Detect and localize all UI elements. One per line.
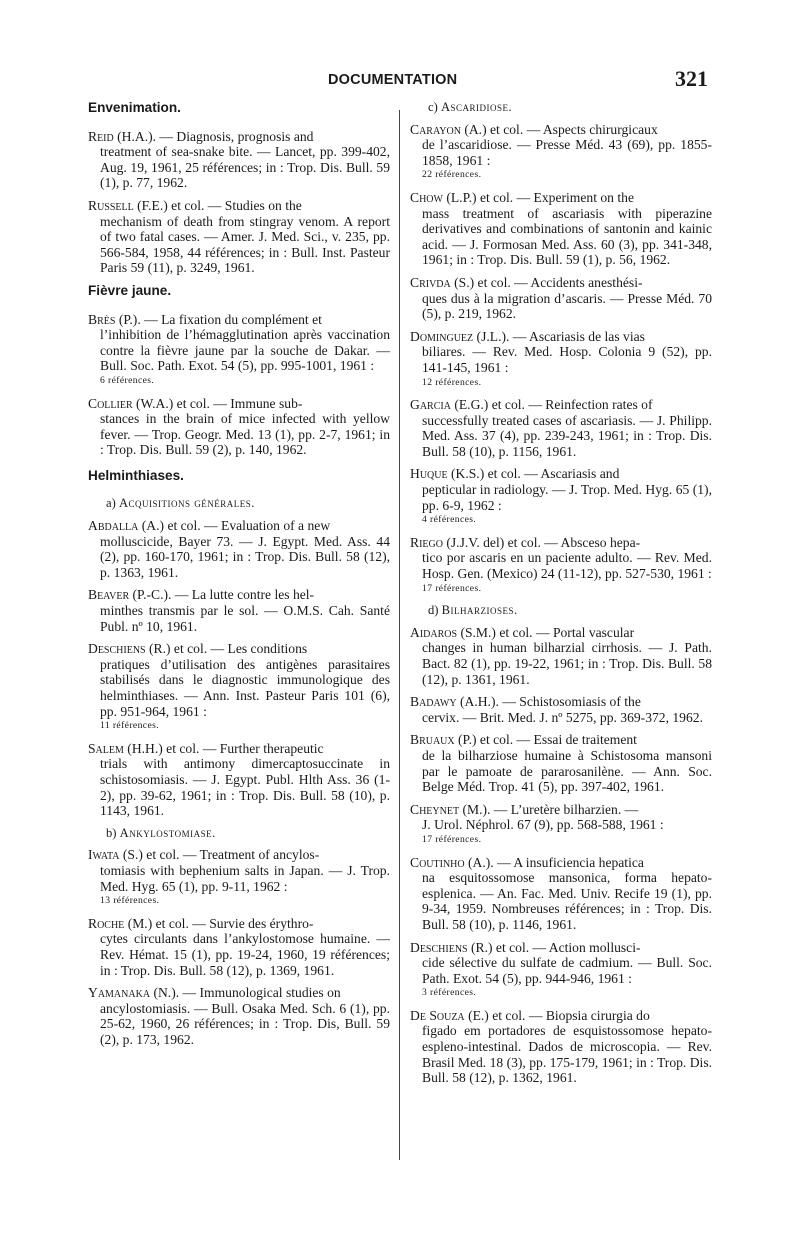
entry-reference-count: 13 références. — [100, 895, 160, 907]
entry-first-line: (A.H.). — Schistosomiasis of the — [456, 694, 641, 710]
entry-author: Deschiens — [410, 939, 468, 955]
entry-body: tomiasis with bephenium salts in Japan. — J. Trop. Med. Hyg. 65 (1), pp. 9-11, 1962 : — [100, 862, 390, 894]
subsection-label: Ascaridiose. — [440, 100, 513, 114]
entry-body: stances in the brain of mice infected with yellow fever. — Trop. Geogr. Med. 13 (1), pp. 2-7, 1961; in : Trop. Dis. Bull. 59 (2), p. 140, 1962. — [100, 411, 390, 458]
entry-body: l’inhibition de l’hémagglutination après vaccination contre la fièvre jaune par la souche de Dakar. — Bull. Soc. Path. Exot. 54 (5), pp. 995-1001, 1961 : — [100, 327, 390, 374]
entry-reference-count: 4 références. — [422, 514, 477, 526]
entries-acquisitions — [88, 518, 390, 819]
entry-body: minthes transmis par le sol. — O.M.S. Cah. Santé Publ. nº 10, 1961. — [100, 603, 390, 634]
bibliography-entry — [410, 535, 712, 596]
bibliography-entry — [410, 190, 712, 268]
entry-author: Bruaux — [410, 732, 455, 748]
bibliography-entry — [88, 741, 390, 819]
entry-body: biliares. — Rev. Med. Hosp. Colonia 9 (52), pp. 141-145, 1961 : — [422, 344, 712, 375]
entry-first-line: (P.) et col. — Essai de traitement — [454, 732, 637, 748]
column-divider — [399, 110, 400, 1160]
section-heading-envenimation: Envenimation. — [88, 100, 181, 115]
entry-first-line: (M.) et col. — Survie des érythro- — [124, 915, 314, 931]
entry-first-line: (S.) et col. — Treatment of ancylos- — [119, 847, 320, 863]
entry-body: figado em portadores de esquistossomose hepato-espleno-intestinal. Dados de microscopia. — Rev. Brasil Med. 18 (3), pp. 175-179, 1961; in : Trop. Dis. Bull. 58 (12), p. 1362, 1961. — [422, 1023, 713, 1086]
bibliography-entry — [88, 312, 390, 389]
bibliography-entry — [88, 985, 390, 1047]
entry-author: Reid — [88, 128, 114, 144]
entry-body: J. Urol. Néphrol. 67 (9), pp. 568-588, 1961 : — [422, 817, 664, 833]
running-header — [0, 66, 800, 94]
subsection-label: Acquisitions générales. — [118, 496, 255, 511]
entry-reference-count: 3 références. — [422, 987, 477, 999]
entry-body: cytes circulants dans l’ankylostomose humaine. — Rev. Hémat. 15 (1), pp. 19-24, 1960, 19 références; in : Trop. Dis. Bull. 58 (12), p. 1369, 1961. — [100, 931, 390, 978]
bibliography-entry — [88, 518, 390, 580]
entry-first-line: (J.J.V. del) et col. — Absceso hepa- — [442, 534, 641, 550]
bibliography-entry — [88, 916, 390, 978]
entry-reference-count: 12 références. — [422, 376, 482, 388]
entry-reference-count: 11 références. — [100, 720, 160, 732]
subsection-heading-b — [106, 826, 390, 842]
entries-fievre-jaune — [88, 312, 390, 458]
bibliography-entry — [88, 396, 390, 458]
subsection-heading-c — [428, 100, 712, 116]
subsection-label: Bilharzioses. — [441, 603, 518, 618]
bibliography-entry — [410, 466, 712, 527]
entry-author: Iwata — [88, 847, 120, 863]
entry-reference-count: 6 références. — [100, 374, 155, 386]
entry-body: tico por ascaris en un paciente adulto. — Rev. Med. Hosp. Gen. (Mexico) 24 (11-12), pp. 527-530, 1961 : — [422, 550, 712, 582]
subsection-letter: a) — [106, 496, 116, 511]
section-heading-helminthiases: Helminthiases. — [88, 467, 184, 483]
bibliography-entry — [88, 198, 390, 276]
entries-ascaridiose — [410, 122, 712, 597]
entry-body: ancylostomiasis. — Bull. Osaka Med. Sch. 6 (1), pp. 25-62, 1960, 26 références; in : Trop. Dis, Bull. 59 (2), p. 173, 1962. — [100, 1000, 390, 1047]
entry-author: Dominguez — [410, 328, 474, 344]
entry-author: Roche — [88, 915, 125, 931]
entry-author: Salem — [88, 740, 124, 756]
entry-first-line: (A.) et col. — Evaluation of a new — [138, 518, 331, 534]
entry-author: Carayon — [410, 121, 461, 137]
entry-first-line: (R.) et col. — Les conditions — [145, 641, 308, 657]
entry-author: Collier — [88, 395, 133, 411]
entry-author: Garcia — [410, 397, 451, 413]
entries-ankylostomiase — [88, 847, 390, 1047]
entry-author: Cheynet — [410, 801, 460, 817]
entry-reference-count: 17 références. — [422, 582, 482, 594]
entry-body: na esquitossomose mansonica, forma hepato-esplenica. — An. Fac. Med. Univ. Recife 19 (1), pp. 9-34, 1959. Nombreuses références; in : Trop. Dis. Bull. 58 (10), p. 1146, 1961. — [422, 870, 712, 932]
entry-body: successfully treated cases of ascariasis. — J. Philipp. Med. Ass. 37 (4), pp. 239-243, 1961; in : Trop. Dis. Bull. 58 (10), p. 1156, 1961. — [422, 412, 712, 459]
bibliography-entry — [410, 694, 712, 725]
entry-first-line: (K.S.) et col. — Ascariasis and — [447, 466, 620, 482]
entry-first-line: (A.) et col. — Aspects chirurgicaux — [460, 121, 658, 137]
entry-author: Brès — [88, 311, 116, 327]
entry-body: pratiques d’utilisation des antigènes parasitaires stabilisés dans le diagnostic immunologique des helminthiases. — Ann. Inst. Pasteur Paris 101 (6), pp. 951-964, 1961 : — [100, 656, 390, 719]
bibliography-entry — [410, 329, 712, 390]
entry-author: Huque — [410, 466, 448, 482]
bibliography-entry — [410, 802, 712, 848]
bibliography-entry — [410, 275, 712, 322]
right-column — [410, 100, 712, 1093]
running-title: DOCUMENTATION — [328, 72, 458, 88]
entry-body: de la bilharziose humaine à Schistosoma mansoni par le pamoate de pararosanilène. — Ann. Soc. Belge Méd. Trop. 41 (5), pp. 397-402, 1961. — [422, 747, 712, 795]
entry-body: ques dus à la migration d’ascaris. — Presse Méd. 70 (5), p. 219, 1962. — [422, 290, 712, 322]
entries-bilharzioses — [410, 625, 712, 1086]
entry-body: mass treatment of ascariasis with piperazine derivatives and combinations of santonin and kainic acid. — J. Formosan Med. Ass. 60 (3), pp. 341-348, 1961; in : Trop. Dis. Bull. 59 (1), p. 56, 1962. — [422, 205, 712, 268]
entry-first-line: (F.E.) et col. — Studies on the — [133, 197, 302, 213]
entry-first-line: (H.H.) et col. — Further therapeutic — [123, 740, 324, 756]
entry-body: treatment of sea-snake bite. — Lancet, pp. 399-402, Aug. 19, 1961, 25 références; in : Trop. Dis. Bull. 59 (1), p. 77, 1962. — [100, 144, 390, 191]
subsection-letter: b) — [106, 825, 117, 840]
entry-body: mechanism of death from stingray venom. A report of two fatal cases. — Amer. J. Med. Sci., v. 235, pp. 566-584, 1958, 44 références; in : Bull. Inst. Pasteur Paris 59 (11), p. 3249, 1961. — [100, 213, 390, 276]
entry-first-line: (L.P.) et col. — Experiment on the — [442, 189, 634, 205]
subsection-letter: d) — [428, 603, 439, 618]
entry-author: Yamanaka — [88, 985, 151, 1001]
entry-first-line: (P.). — La fixation du complément et — [115, 311, 322, 327]
entry-first-line: (H.A.). — Diagnosis, prognosis and — [113, 128, 314, 144]
entry-first-line: (P.-C.). — La lutte contre les hel- — [129, 587, 315, 603]
subsection-letter: c) — [428, 100, 438, 114]
bibliography-entry — [410, 397, 712, 459]
entry-first-line: (R.) et col. — Action mollusci- — [467, 939, 641, 955]
entry-author: Chow — [410, 189, 443, 205]
entry-first-line: (J.L.). — Ascariasis de las vias — [473, 328, 645, 344]
subsection-label: Ankylostomiase. — [119, 825, 216, 840]
entry-first-line: (N.). — Immunological studies on — [150, 985, 341, 1001]
entry-body: trials with antimony dimercaptosuccinate in schistosomiasis. — J. Egypt. Publ. Hlth Ass. 36 (1-2), pp. 39-62, 1961; in : Trop. Dis. Bull. 58 (10), p. 1143, 1961. — [100, 756, 390, 819]
entry-author: Coutinho — [410, 854, 465, 870]
left-column — [88, 100, 390, 1054]
entry-author: Badawy — [410, 694, 457, 710]
entry-first-line: (W.A.) et col. — Immune sub- — [132, 395, 303, 411]
bibliography-entry — [88, 847, 390, 908]
entry-author: Riego — [410, 534, 443, 550]
subsection-heading-a — [106, 496, 390, 512]
entry-first-line: (E.) et col. — Biopsia cirurgia do — [464, 1007, 650, 1023]
section-heading-fievre-jaune: Fièvre jaune. — [88, 282, 172, 298]
entries-envenimation — [88, 129, 390, 276]
entry-reference-count: 22 références. — [422, 169, 482, 181]
entry-first-line: (M.). — L’uretère bilharzien. — — [459, 801, 639, 817]
entry-author: Beaver — [88, 587, 130, 603]
entry-first-line: (E.G.) et col. — Reinfection rates of — [450, 397, 653, 413]
entry-first-line: (A.). — A insuficiencia hepatica — [464, 854, 644, 870]
bibliography-entry — [88, 587, 390, 634]
entry-first-line: (S.M.) et col. — Portal vascular — [457, 624, 635, 640]
bibliography-entry — [88, 641, 390, 734]
entry-body: changes in human bilharzial cirrhosis. — J. Path. Bact. 82 (1), pp. 19-22, 1961; in : Trop. Dis. Bull. 58 (12), p. 1361, 1961. — [422, 640, 712, 687]
entry-body: molluscicide, Bayer 73. — J. Egypt. Med. Ass. 44 (2), pp. 160-170, 1961; in : Trop. Dis. Bull. 58 (12), p. 1363, 1961. — [100, 533, 390, 580]
entry-author: De Souza — [410, 1007, 465, 1023]
entry-author: Aidaros — [410, 624, 458, 640]
entry-body: de l’ascaridiose. — Presse Méd. 43 (69), pp. 1855-1858, 1961 : — [422, 137, 712, 168]
subsection-heading-d — [428, 603, 712, 619]
bibliography-entry — [410, 122, 712, 183]
entry-body: pepticular in radiology. — J. Trop. Med. Hyg. 65 (1), pp. 6-9, 1962 : — [422, 482, 712, 513]
entry-body: cide sélective du sulfate de cadmium. — Bull. Soc. Path. Exot. 54 (5), pp. 944-946, 1961 : — [422, 955, 712, 986]
entry-author: Abdalla — [88, 518, 139, 534]
entry-reference-count: 17 références. — [422, 833, 482, 845]
entry-author: Deschiens — [88, 641, 146, 657]
entry-author: Crivda — [410, 274, 451, 290]
entry-body: cervix. — Brit. Med. J. nº 5275, pp. 369-372, 1962. — [422, 709, 703, 725]
page-number: 321 — [675, 66, 708, 91]
entry-first-line: (S.) et col. — Accidents anesthési- — [450, 274, 643, 290]
bibliography-entry — [410, 855, 712, 933]
entry-author: Russell — [88, 197, 134, 213]
bibliography-entry — [410, 940, 712, 1001]
bibliography-entry — [410, 1008, 712, 1086]
bibliography-entry — [88, 129, 390, 191]
bibliography-entry — [410, 732, 712, 794]
bibliography-entry — [410, 625, 712, 687]
